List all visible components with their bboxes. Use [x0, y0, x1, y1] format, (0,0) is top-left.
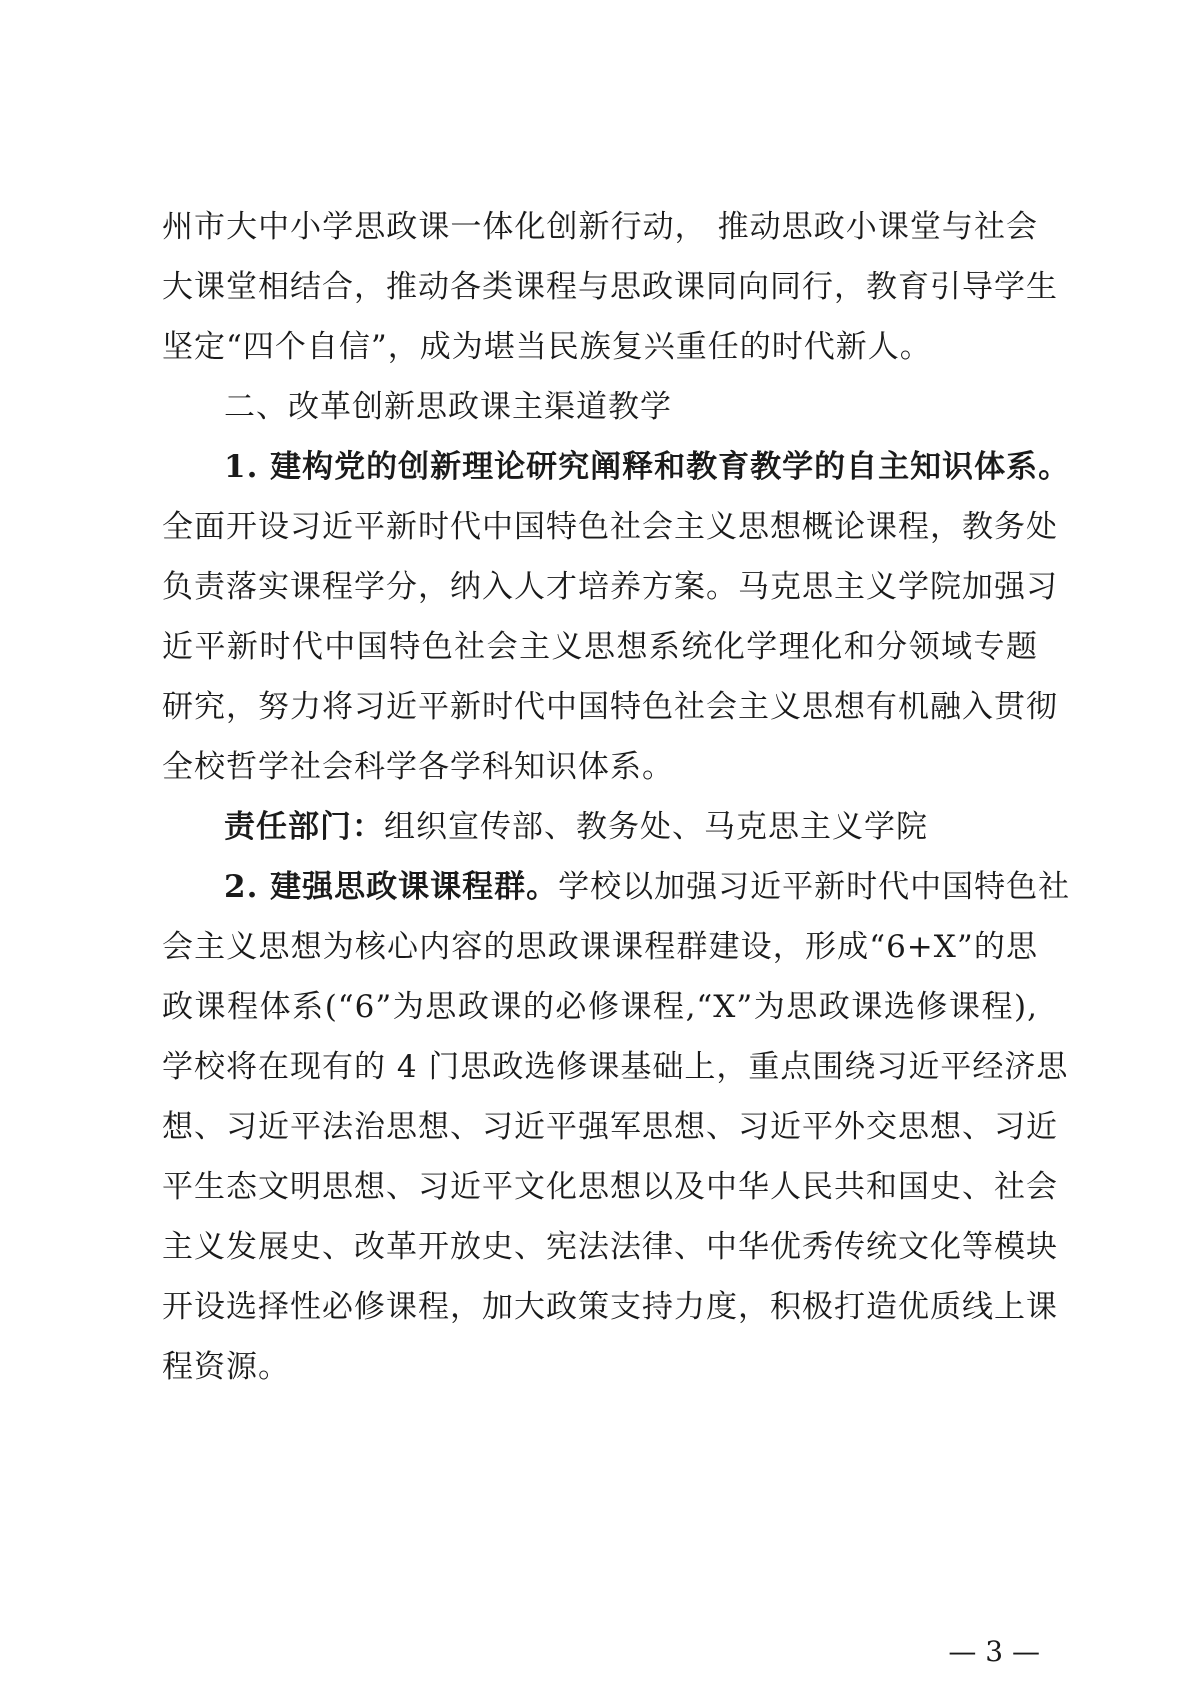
paragraph-line: 全校哲学社会科学各学科知识体系。 [162, 749, 674, 785]
item-2-title: 2. 建强思政课课程群。 [224, 869, 559, 905]
paragraph-line: 大课堂相结合，推动各类课程与思政课同向同行，教育引导学生 [162, 269, 1058, 305]
paragraph-line: 开设选择性必修课程，加大政策支持力度，积极打造优质线上课 [162, 1289, 1058, 1325]
page-number: — 3 — [948, 1635, 1040, 1668]
paragraph-line: 研究，努力将习近平新时代中国特色社会主义思想有机融入贯彻 [162, 689, 1058, 725]
responsible-label: 责任部门： [224, 809, 384, 845]
responsible-departments [224, 796, 1038, 858]
paragraph-line: 会主义思想为核心内容的思政课课程群建设，形成“6+X”的思 [162, 929, 1038, 965]
paragraph-line: 程资源。 [162, 1349, 290, 1385]
paragraph-line: 坚定“四个自信”，成为堪当民族复兴重任的时代新人。 [162, 329, 932, 365]
paragraph-line: 平生态文明思想、习近平文化思想以及中华人民共和国史、社会 [162, 1169, 1058, 1205]
responsible-value: 组织宣传部、教务处、马克思主义学院 [384, 809, 928, 845]
item-1-title: 1. 建构党的创新理论研究阐释和教育教学的自主知识体系。 [224, 449, 1071, 485]
paragraph-line: 学校将在现有的 4 门思政选修课基础上，重点围绕习近平经济思 [162, 1049, 1069, 1085]
paragraph-line: 近平新时代中国特色社会主义思想系统化学理化和分领域专题 [162, 629, 1038, 665]
paragraph-line: 全面开设习近平新时代中国特色社会主义思想概论课程，教务处 [162, 509, 1058, 545]
paragraph-line: 州市大中小学思政课一体化创新行动， 推动思政小课堂与社会 [162, 209, 1038, 245]
item-2-first-line [224, 856, 1071, 918]
paragraph-line: 主义发展史、改革开放史、宪法法律、中华优秀传统文化等模块 [162, 1229, 1058, 1265]
item-2-text: 学校以加强习近平新时代中国特色社 [558, 869, 1071, 905]
section-heading: 二、改革创新思政课主渠道教学 [224, 389, 672, 425]
paragraph-line: 负责落实课程学分，纳入人才培养方案。马克思主义学院加强习 [162, 569, 1058, 605]
paragraph-line: 想、习近平法治思想、习近平强军思想、习近平外交思想、习近 [162, 1109, 1058, 1145]
paragraph-line: 政课程体系(“6”为思政课的必修课程,“X”为思政课选修课程), [162, 989, 1038, 1025]
